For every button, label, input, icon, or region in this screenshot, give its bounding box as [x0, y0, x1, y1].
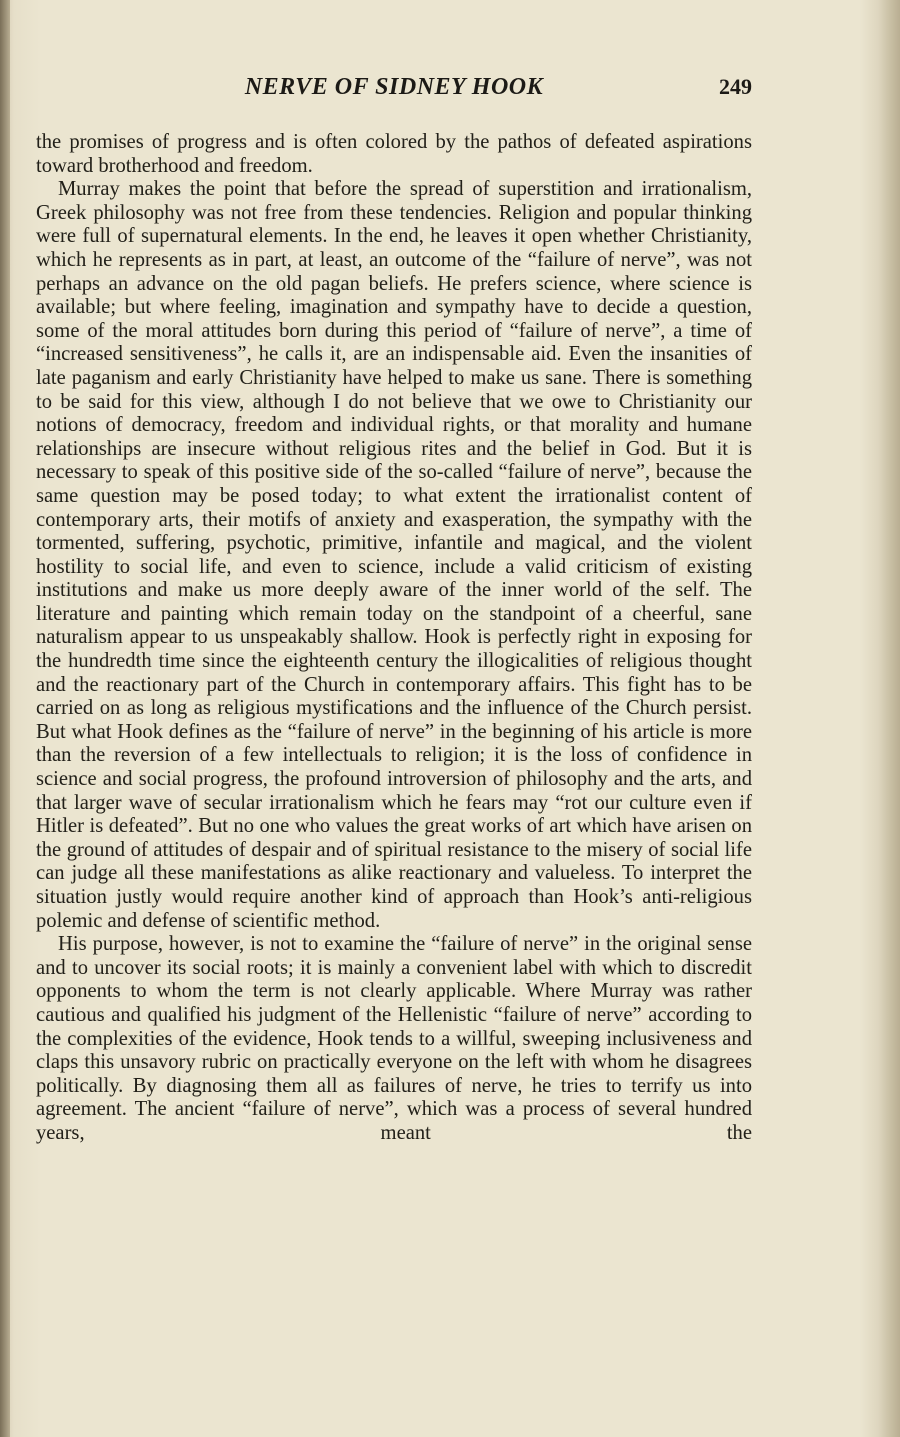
book-spine-shadow	[0, 0, 10, 1437]
paragraph-murray: Murray makes the point that before the spread of superstition and irrationalism, Greek philosophy was not free from these tendencies. Religion and popular thinking were full of supernatural elements. In the end, he leaves it open whether Christianity, which he represents as in part, at least, an outcome of the “failure of nerve”, was not perhaps an advance on the old pagan beliefs. He prefers science, where science is available; but where feeling, imagination and sympathy have to decide a question, some of the moral attitudes born during this period of “failure of nerve”, a time of “increased sensitiveness”, he calls it, are an indispensable aid. Even the insanities of late paganism and early Christianity have helped to make us sane. There is something to be said for this view, although I do not believe that we owe to Christianity our notions of democracy, freedom and individual rights, or that morality and humane relationships are insecure without religious rites and the belief in God. But it is necessary to speak of this positive side of the so-called “failure of nerve”, because the same question may be posed today; to what extent the irrationalist content of contemporary arts, their motifs of anxiety and exasperation, the sympathy with the tormented, suffering, psychotic, primitive, infantile and magical, and the violent hostility to social life, and even to science, include a valid criticism of existing institutions and make us more deeply aware of the inner world of the self. The literature and painting which remain today on the standpoint of a cheerful, sane naturalism appear to us unspeakably shallow. Hook is perfectly right in exposing for the hundredth time since the eighteenth century the illogicalities of religious thought and the reactionary part of the Church in contemporary affairs. This fight has to be carried on as long as religious mystifications and the influence of the Church persist. But what Hook defines as the “failure of nerve” in the beginning of his article is more than the reversion of a few intellectuals to religion; it is the loss of confidence in science and social progress, the profound introversion of philosophy and the arts, and that larger wave of secular irrationalism which he fears may “rot our culture even if Hitler is defeated”. But no one who values the great works of art which have arisen on the ground of attitudes of despair and of spiritual resistance to the misery of social life can judge all these manifestations as alike reactionary and valueless. To interpret the situation justly would require another kind of approach than Hook’s anti-religious polemic and defense of scientific method.	[36, 178, 752, 932]
page-number: 249	[719, 74, 752, 99]
body-text	[36, 131, 752, 1146]
paragraph-purpose: His purpose, however, is not to examine the “failure of nerve” in the original sense and to uncover its social roots; it is mainly a convenient label with which to discredit opponents to whom the term is not clearly applicable. Where Murray was rather cautious and qualified his judgment of the Hellenistic “failure of nerve” according to the complexities of the evidence, Hook tends to a willful, sweeping inclusiveness and claps this unsavory rubric on practically everyone on the left with whom he disagrees politically. By diagnosing them all as failures of nerve, he tries to terrify us into agreement. The ancient “failure of nerve”, which was a process of several hundred years, meant the	[36, 933, 752, 1144]
paragraph-continuation: the promises of progress and is often colored by the pathos of defeated aspirations toward brotherhood and freedom.	[36, 131, 752, 177]
running-title: NERVE OF SIDNEY HOOK	[244, 74, 544, 100]
page-header	[36, 74, 752, 114]
